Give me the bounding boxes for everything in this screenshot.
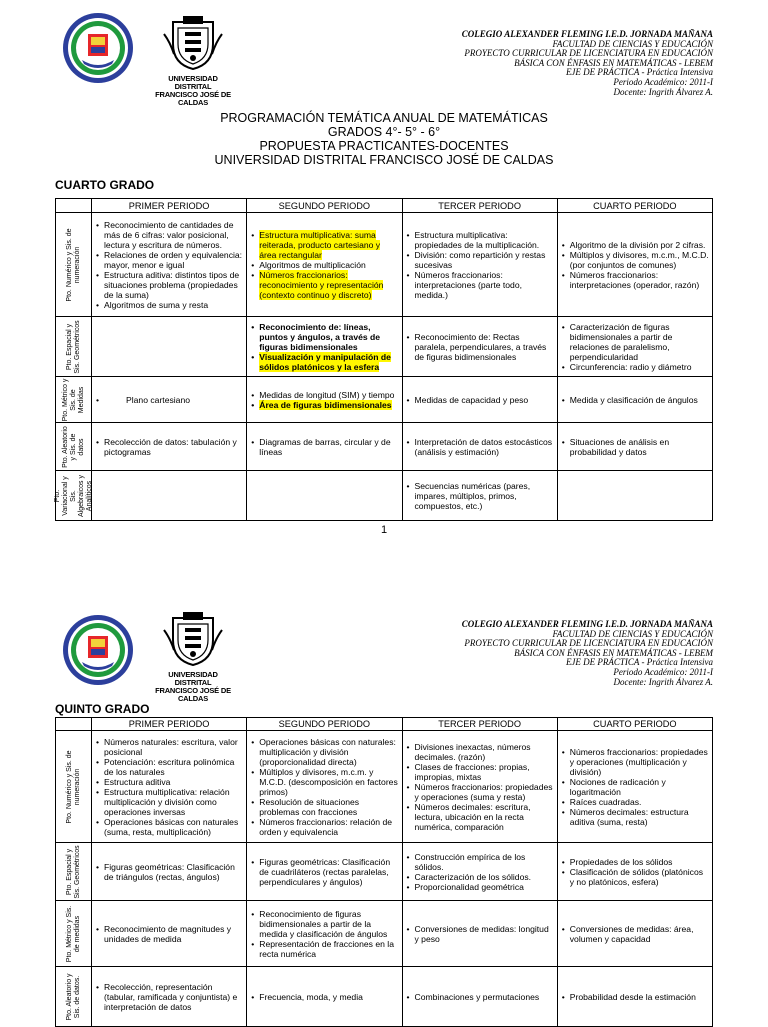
- table-cell: [247, 213, 402, 317]
- list-item: • Medidas de capacidad y peso: [415, 395, 554, 405]
- list-item: • Medidas de longitud (SIM) y tiempo: [259, 390, 398, 400]
- row-label: Pto. Numérico y Sis. de numeración: [56, 213, 92, 317]
- list-item: • Reconocimiento de magnitudes y unidades de medida: [104, 924, 243, 944]
- row-label: Pto. Espacial y Sis. Geométricos: [56, 843, 92, 901]
- university-logo: [150, 14, 236, 107]
- list-item: • Raíces cuadradas.: [570, 797, 709, 807]
- header-project: PROYECTO CURRICULAR DE LICENCIATURA EN EDUCACIÓN: [464, 638, 713, 649]
- table-cell: [402, 843, 557, 901]
- list-item: • Relaciones de orden y equivalencia: mayor, menor e igual: [104, 250, 243, 270]
- header-period: Periodo Académico: 2011-I: [613, 76, 713, 87]
- institution-header: [462, 620, 713, 687]
- list-item: • Reconocimiento de: Rectas paralela, perpendiculares, a través de figuras bidimensionales: [415, 332, 554, 362]
- page-gap: [0, 560, 768, 590]
- table-cell: [557, 471, 712, 521]
- list-item: • Reconocimiento de figuras bidimensionales a partir de la medida y clasificación de ángulos: [259, 909, 398, 939]
- table-cell: [557, 317, 712, 377]
- list-item: • Estructura multiplicativa: propiedades de la multiplicación.: [415, 230, 554, 250]
- title-line-3: PROPUESTA PRACTICANTES-DOCENTES: [259, 139, 509, 153]
- cuarto-grado-heading: CUARTO GRADO: [55, 178, 155, 192]
- university-name-line2: FRANCISCO JOSÉ DE CALDAS: [155, 686, 231, 703]
- table-row: [56, 471, 713, 521]
- list-item: • Propiedades de los sólidos: [570, 857, 709, 867]
- table-cell: [92, 213, 247, 317]
- header-emphasis: BÁSICA CON ÉNFASIS EN MATEMÁTICAS - LEBEM: [514, 57, 713, 68]
- list-item: • Divisiones inexactas, números decimales. (razón): [415, 742, 554, 762]
- list-item: • Construcción empírica de los sólidos.: [415, 852, 554, 872]
- title-line-1: PROGRAMACIÓN TEMÁTICA ANUAL DE MATEMÁTICAS: [220, 111, 548, 125]
- list-item: • Estructura aditiva: distintos tipos de situaciones problema (propiedades de la suma): [104, 270, 243, 300]
- list-item: • Caracterización de figuras bidimensionales a partir de relaciones de paralelismo, perpendicularidad: [570, 322, 709, 362]
- table-cell: [557, 731, 712, 843]
- row-label: Pto. Métrico y Sis. de Medidas: [56, 377, 92, 423]
- table-cell: [402, 471, 557, 521]
- table-cell: [92, 317, 247, 377]
- column-header: PRIMER PERIODO: [92, 718, 247, 731]
- list-item: • Plano cartesiano: [104, 395, 243, 405]
- corner-cell: [56, 718, 92, 731]
- list-item: • Interpretación de datos estocásticos (análisis y estimación): [415, 437, 554, 457]
- table-cell: [557, 377, 712, 423]
- table-cell: [402, 213, 557, 317]
- table-row: [56, 967, 713, 1027]
- column-header: CUARTO PERIODO: [557, 199, 712, 213]
- document-title: [0, 111, 768, 167]
- table-cell: [92, 377, 247, 423]
- table-cell: [247, 471, 402, 521]
- university-crest-icon: [150, 14, 236, 70]
- table-cell: [402, 731, 557, 843]
- table-row: [56, 377, 713, 423]
- list-item: • Figuras geométricas: Clasificación de cuadriláteros (rectas paralelas, perpendiculares y ángulos): [259, 857, 398, 887]
- header-school: COLEGIO ALEXANDER FLEMING I.E.D. JORNADA MAÑANA: [461, 29, 713, 39]
- row-label: Pto. Aleatorio y Sis. de datos: [56, 423, 92, 471]
- list-item: • Frecuencia, moda, y media: [259, 992, 398, 1002]
- list-item: • Secuencias numéricas (pares, impares, múltiplos, primos, compuestos, etc.): [415, 481, 554, 511]
- list-item: • Probabilidad desde la estimación: [570, 992, 709, 1002]
- column-header: SEGUNDO PERIODO: [247, 199, 402, 213]
- list-item: • Algoritmos de multiplicación: [259, 260, 398, 270]
- row-label: Pto. Métrico y Sis. de medidas: [56, 901, 92, 967]
- table-cell: [92, 471, 247, 521]
- list-item: • Combinaciones y permutaciones: [415, 992, 554, 1002]
- list-item: • Diagramas de barras, circular y de líneas: [259, 437, 398, 457]
- list-item: • Estructura aditiva: [104, 777, 243, 787]
- list-item: • Proporcionalidad geométrica: [415, 882, 554, 892]
- row-label: Pto. Variacional y Sis. Algebraicos y Analíticos: [56, 471, 92, 521]
- cuarto-grado-table: [55, 198, 713, 521]
- column-header: CUARTO PERIODO: [557, 718, 712, 731]
- table-row: [56, 423, 713, 471]
- list-item: • Representación de fracciones en la recta numérica: [259, 939, 398, 959]
- table-cell: [557, 967, 712, 1027]
- table-cell: [557, 423, 712, 471]
- header-faculty: FACULTAD DE CIENCIAS Y EDUCACIÓN: [552, 38, 713, 49]
- list-item: • Resolución de situaciones problemas con fracciones: [259, 797, 398, 817]
- list-item: • Conversiones de medidas: área, volumen y capacidad: [570, 924, 709, 944]
- row-label: Pto. Espacial y Sis. Geométricos: [56, 317, 92, 377]
- column-header: SEGUNDO PERIODO: [247, 718, 402, 731]
- table-cell: [247, 423, 402, 471]
- list-item: • Recolección, representación (tabular, ramificada y conjuntista) e interpretación de datos: [104, 982, 243, 1012]
- list-item: • Algoritmo de la división por 2 cifras.: [570, 240, 709, 250]
- header-emphasis: BÁSICA CON ÉNFASIS EN MATEMÁTICAS - LEBEM: [514, 647, 713, 658]
- list-item: • Estructura multiplicativa: relación multiplicación y división como operaciones inversas: [104, 787, 243, 817]
- header-project: PROYECTO CURRICULAR DE LICENCIATURA EN EDUCACIÓN: [464, 48, 713, 59]
- list-item: • Potenciación: escritura polinómica de los naturales: [104, 757, 243, 777]
- table-cell: [247, 843, 402, 901]
- list-item: • Nociones de radicación y logaritmación: [570, 777, 709, 797]
- list-item: • Números fraccionarios: relación de orden y equivalencia: [259, 817, 398, 837]
- table-cell: [247, 317, 402, 377]
- list-item: • Números fraccionarios: propiedades y operaciones (multiplicación y división): [570, 747, 709, 777]
- quinto-grado-table: [55, 717, 713, 1027]
- university-name-line1: UNIVERSIDAD DISTRITAL: [168, 74, 218, 91]
- table-cell: [402, 377, 557, 423]
- list-item: • Visualización y manipulación de sólidos platónicos y la esfera: [259, 352, 398, 372]
- list-item: • Figuras geométricas: Clasificación de triángulos (rectas, ángulos): [104, 862, 243, 882]
- list-item: • Clases de fracciones: propias, impropias, mixtas: [415, 762, 554, 782]
- list-item: • Clasificación de sólidos (platónicos y no platónicos, esfera): [570, 867, 709, 887]
- list-item: • Múltiplos y divisores, m.c.m., M.C.D. (por conjuntos de comunes): [570, 250, 709, 270]
- list-item: • Números decimales: estructura aditiva (suma, resta): [570, 807, 709, 827]
- table-cell: [247, 377, 402, 423]
- page-2: [0, 590, 768, 1024]
- table-row: [56, 317, 713, 377]
- list-item: • Números fraccionarios: propiedades y operaciones (suma y resta): [415, 782, 554, 802]
- list-item: • Números fraccionarios: reconocimiento y representación (contexto continuo y discreto): [259, 270, 398, 300]
- header-practice: EJE DE PRÁCTICA - Práctica Intensiva: [565, 67, 713, 78]
- list-item: • Estructura multiplicativa: suma reiterada, producto cartesiano y área rectangular: [259, 230, 398, 260]
- header-school: COLEGIO ALEXANDER FLEMING I.E.D. JORNADA MAÑANA: [461, 619, 713, 629]
- list-item: • Reconocimiento de cantidades de más de 6 cifras: valor posicional, lectura y escritura de números.: [104, 220, 243, 250]
- table-cell: [92, 423, 247, 471]
- university-logo: [150, 610, 236, 703]
- column-header: TERCER PERIODO: [402, 718, 557, 731]
- header-faculty: FACULTAD DE CIENCIAS Y EDUCACIÓN: [552, 628, 713, 639]
- school-seal-logo: [62, 614, 134, 686]
- university-crest-icon: [150, 610, 236, 666]
- list-item: • Medida y clasificación de ángulos: [570, 395, 709, 405]
- list-item: • Circunferencia: radio y diámetro: [570, 362, 709, 372]
- institution-header: [462, 30, 713, 97]
- list-item: • Números fraccionarios: interpretaciones (parte todo, medida.): [415, 270, 554, 300]
- table-cell: [402, 317, 557, 377]
- table-cell: [402, 967, 557, 1027]
- university-name-line2: FRANCISCO JOSÉ DE CALDAS: [155, 90, 231, 107]
- list-item: • Situaciones de análisis en probabilidad y datos: [570, 437, 709, 457]
- table-row: [56, 213, 713, 317]
- row-label: Pto. Numérico y Sis. de numeración: [56, 731, 92, 843]
- table-cell: [247, 731, 402, 843]
- list-item: • Caracterización de los sólidos.: [415, 872, 554, 882]
- table-cell: [92, 967, 247, 1027]
- list-item: • Números fraccionarios: interpretaciones (operador, razón): [570, 270, 709, 290]
- table-row: [56, 843, 713, 901]
- title-line-2: GRADOS 4°- 5° - 6°: [327, 125, 441, 139]
- table-cell: [402, 901, 557, 967]
- list-item: • Recolección de datos: tabulación y pictogramas: [104, 437, 243, 457]
- header-teacher: Docente: Ingrith Álvarez A.: [613, 86, 713, 97]
- list-item: • Múltiplos y divisores, m.c.m. y M.C.D. (descomposición en factores primos): [259, 767, 398, 797]
- list-item: • Operaciones básicas con naturales (suma, resta, multiplicación): [104, 817, 243, 837]
- table-cell: [402, 423, 557, 471]
- table-cell: [92, 843, 247, 901]
- list-item: • División: como repartición y restas sucesivas: [415, 250, 554, 270]
- table-cell: [557, 213, 712, 317]
- header-practice: EJE DE PRÁCTICA - Práctica Intensiva: [565, 657, 713, 668]
- page-number: 1: [380, 524, 388, 536]
- list-item: • Números decimales: escritura, lectura, ubicación en la recta numérica, comparación: [415, 802, 554, 832]
- title-line-4: UNIVERSIDAD DISTRITAL FRANCISCO JOSÉ DE CALDAS: [214, 153, 554, 167]
- list-item: • Números naturales: escritura, valor posicional: [104, 737, 243, 757]
- column-header: TERCER PERIODO: [402, 199, 557, 213]
- table-row: [56, 901, 713, 967]
- school-seal-logo: [62, 12, 134, 84]
- table-row: [56, 731, 713, 843]
- table-cell: [247, 967, 402, 1027]
- quinto-grado-heading: QUINTO GRADO: [55, 702, 150, 716]
- table-cell: [557, 901, 712, 967]
- row-label: Pto. Aleatorio y Sis. de datos.: [56, 967, 92, 1027]
- list-item: • Reconocimiento de: líneas, puntos y ángulos, a través de figuras bidimensionales: [259, 322, 398, 352]
- table-cell: [92, 901, 247, 967]
- list-item: • Conversiones de medidas: longitud y peso: [415, 924, 554, 944]
- list-item: • Área de figuras bidimensionales: [259, 400, 398, 410]
- header-period: Periodo Académico: 2011-I: [613, 666, 713, 677]
- table-cell: [247, 901, 402, 967]
- table-cell: [92, 731, 247, 843]
- table-cell: [557, 843, 712, 901]
- column-header: PRIMER PERIODO: [92, 199, 247, 213]
- corner-cell: [56, 199, 92, 213]
- list-item: • Algoritmos de suma y resta: [104, 300, 243, 310]
- header-teacher: Docente: Ingrith Álvarez A.: [613, 676, 713, 687]
- list-item: • Operaciones básicas con naturales: multiplicación y división (proporcionalidad directa): [259, 737, 398, 767]
- university-name-line1: UNIVERSIDAD DISTRITAL: [168, 670, 218, 687]
